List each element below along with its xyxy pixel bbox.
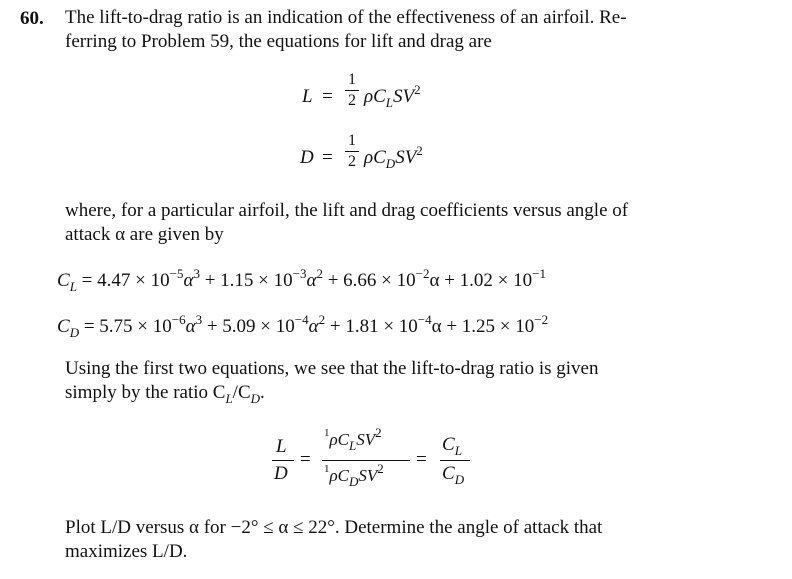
ratio-cd: $C_D$ <box>442 463 465 487</box>
using-line-1: Using the first two equations, we see that the lift-to-drag ratio is given <box>65 358 599 379</box>
one-half-fraction: 1 2 <box>345 72 359 109</box>
ratio-denominator: $^1\rho C_DSV^2$ <box>324 461 384 489</box>
lift-rhs: $\rho C_LSV^2$ <box>364 82 421 110</box>
lift-coefficient-equation: $C_L = 4.47 \times 10^{-5}\alpha^3 + 1.15 \times 10^{-3}\alpha^2 + 6.66 \times 10^{-2}\alpha + 1.02 \times 10^{-1}$ <box>57 266 546 294</box>
equals-sign: = <box>322 147 333 168</box>
ratio-cl: $C_L$ <box>442 434 462 458</box>
lift-lhs: L <box>302 86 313 107</box>
drag-rhs: $\rho C_DSV^2$ <box>364 143 423 171</box>
task-line-1: Plot L/D versus α for −2° ≤ α ≤ 22°. Determine the angle of attack that <box>65 517 603 538</box>
where-line-2: attack α are given by <box>65 224 224 245</box>
intro-line-1: The lift-to-drag ratio is an indication of the effectiveness of an airfoil. Re- <box>65 7 627 28</box>
drag-lhs: D <box>300 147 314 168</box>
equals-sign: = <box>300 449 311 470</box>
fraction-bar <box>272 460 294 461</box>
problem-number: 60. <box>20 8 44 29</box>
using-line-2: simply by the ratio $C_L/C_D$. <box>65 382 265 406</box>
equals-sign: = <box>416 449 427 470</box>
ratio-d: D <box>274 463 288 484</box>
ratio-l: L <box>276 436 287 457</box>
task-line-2: maximizes L/D. <box>65 541 188 562</box>
fraction-bar <box>440 460 470 461</box>
ratio-numerator: $^1\rho C_LSV^2$ <box>324 425 382 453</box>
where-line-1: where, for a particular airfoil, the lift and drag coefficients versus angle of <box>65 200 629 221</box>
one-half-fraction: 1 2 <box>345 133 359 170</box>
fraction-bar <box>322 460 410 461</box>
intro-line-2: ferring to Problem 59, the equations for lift and drag are <box>65 31 492 52</box>
drag-coefficient-equation: $C_D = 5.75 \times 10^{-6}\alpha^3 + 5.09 \times 10^{-4}\alpha^2 + 1.81 \times 10^{-4}\alpha + 1.25 \times 10^{-2}$ <box>57 312 549 340</box>
equals-sign: = <box>322 86 333 107</box>
